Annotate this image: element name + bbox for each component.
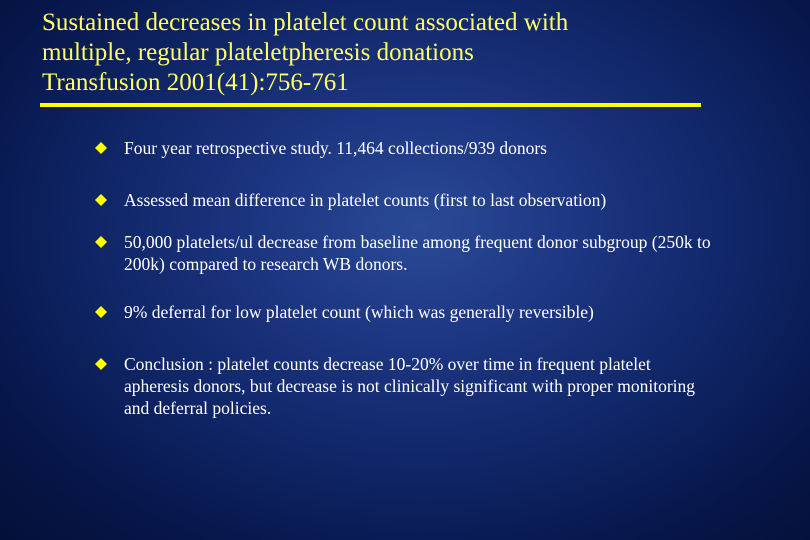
diamond-bullet-icon — [95, 358, 107, 370]
slide-title-line: Transfusion 2001(41):756-761 — [42, 69, 349, 96]
bullet-text: Assessed mean difference in platelet counts (first to last observation) — [124, 190, 607, 210]
bullet-text: Four year retrospective study. 11,464 collections/939 donors — [124, 138, 547, 158]
slide-title — [42, 8, 742, 98]
diamond-bullet-icon — [95, 236, 107, 248]
diamond-bullet-icon — [95, 142, 107, 154]
bullet-text: Conclusion : platelet counts decrease 10-20% over time in frequent platelet apheresis donors, but decrease is not clinically significant with proper monitoring and deferral policies. — [124, 354, 696, 418]
bullet-item — [95, 189, 715, 211]
bullet-item — [95, 301, 715, 323]
diamond-bullet-icon — [95, 306, 107, 318]
bullet-list — [95, 137, 715, 419]
bullet-text: 9% deferral for low platelet count (which was generally reversible) — [124, 302, 594, 322]
slide-title-line: Sustained decreases in platelet count associated with — [42, 9, 569, 36]
slide-title-line: multiple, regular plateletpheresis donations — [42, 39, 474, 66]
diamond-bullet-icon — [95, 194, 107, 206]
bullet-item — [95, 137, 715, 159]
bullet-item — [95, 353, 715, 419]
bullet-item — [95, 231, 715, 275]
bullet-text: 50,000 platelets/ul decrease from baseline among frequent donor subgroup (250k to 200k) compared to research WB donors. — [124, 232, 711, 274]
title-underline-rule — [40, 103, 701, 107]
